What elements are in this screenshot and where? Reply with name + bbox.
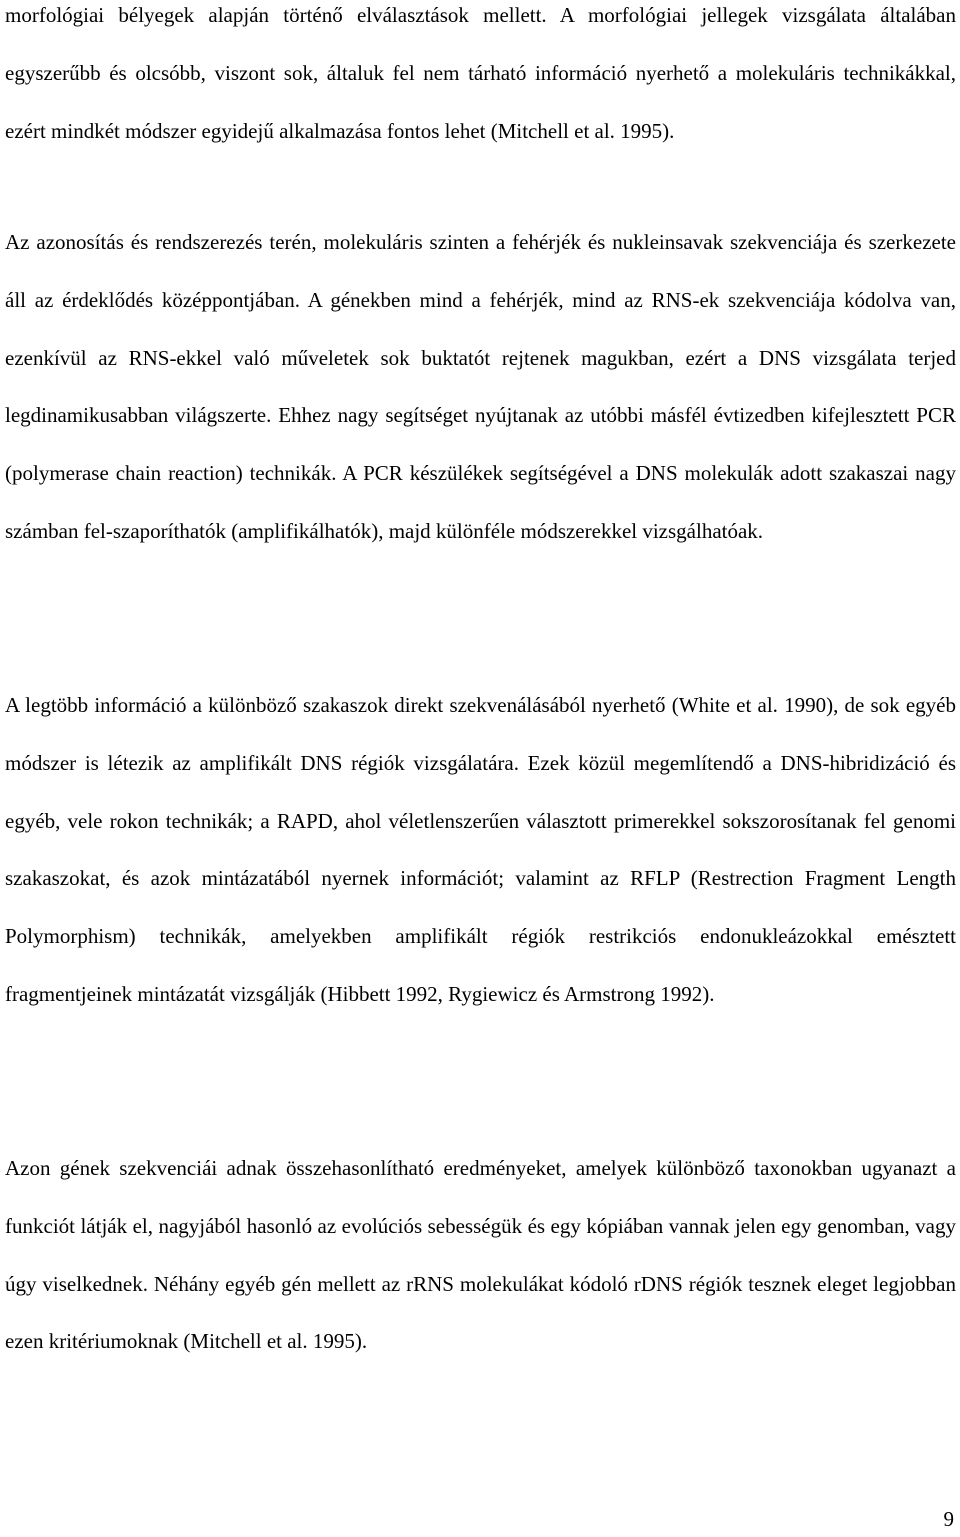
page-number: 9: [943, 1507, 954, 1531]
paragraph-molecular-identification: Az azonosítás és rendszerezés terén, molekuláris szinten a fehérjék és nukleinsavak szekvenciája és szerkezete áll az érdeklődés középpontjában. A génekben mind a fehérjék, mind az RNS-ek szekvenciája kódolva van, ezenkívül az RNS-ekkel való műveletek sok buktatót rejtenek magukban, ezért a DNS vizsgálata terjed legdinamikusabban világszerte. Ehhez nagy segítséget nyújtanak az utóbbi másfél évtizedben kifejlesztett PCR (polymerase chain reaction) technikák. A PCR készülékek segítségével a DNS molekulák adott szakaszai nagy számban fel-szaporíthatók (amplifikálhatók), majd különféle módszerekkel vizsgálhatóak.: [5, 230, 956, 543]
paragraph-gene-sequences: Azon gének szekvenciái adnak összehasonlítható eredményeket, amelyek különböző taxonokban ugyanazt a funkciót látják el, nagyjából hasonló az evolúciós sebességük és egy kópiában vannak jelen egy genomban, vagy úgy viselkednek. Néhány egyéb gén mellett az rRNS molekulákat kódoló rDNS régiók tesznek eleget legjobban ezen kritériumoknak (Mitchell et al. 1995).: [5, 1156, 956, 1354]
paragraph-continuation: morfológiai bélyegek alapján történő elválasztások mellett. A morfológiai jellegek vizsgálata általában egyszerűbb és olcsóbb, viszont sok, általuk fel nem tárható információ nyerhető a molekuláris technikákkal, ezért mindkét módszer egyidejű alkalmazása fontos lehet (Mitchell et al. 1995).: [5, 3, 956, 143]
paragraph-sequencing-methods: A legtöbb információ a különböző szakaszok direkt szekvenálásából nyerhető (White et al. 1990), de sok egyéb módszer is létezik az amplifikált DNS régiók vizsgálatára. Ezek közül megemlítendő a DNS-hibridizáció és egyéb, vele rokon technikák; a RAPD, ahol véletlenszerűen választott primerekkel sokszorosítanak fel genomi szakaszokat, és azok mintázatából nyernek információt; valamint az RFLP (Restrection Fragment Length Polymorphism) technikák, amelyekben amplifikált régiók restrikciós endonukleázokkal emésztett fragmentjeinek mintázatát vizsgálják (Hibbett 1992, Rygiewicz és Armstrong 1992).: [5, 693, 956, 1006]
